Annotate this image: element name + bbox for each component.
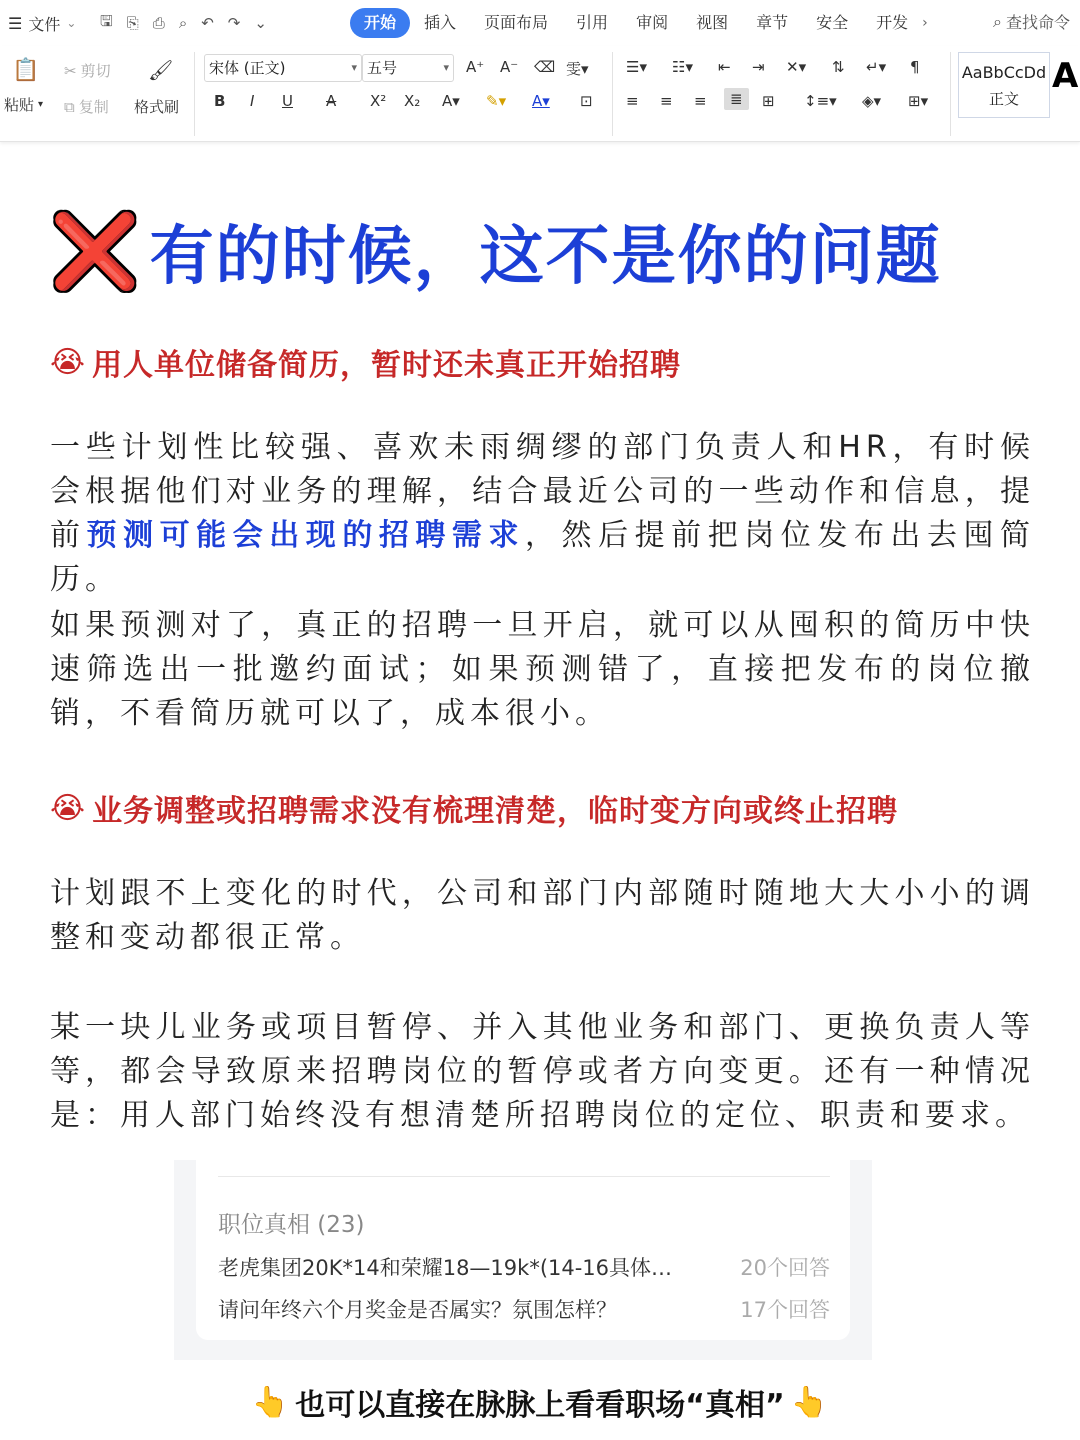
distributed-icon[interactable]: ⊞	[762, 92, 775, 110]
border-icon[interactable]: ⊞▾	[908, 92, 929, 110]
tab-insert[interactable]: 插入	[424, 13, 457, 32]
paragraph-4: 某一块儿业务或项目暂停、并入其他业务和部门、更换负责人等等，都会导致原来招聘岗位的暂停或者方向变更。还有一种情况是：用人部门始终没有想清楚所招聘岗位的定位、职责和要求。	[50, 1010, 1035, 1133]
title-text: 有的时候，这不是你的问题	[149, 220, 942, 294]
copy-icon: ⧉	[64, 97, 75, 116]
paste-icon[interactable]: 📋	[12, 58, 40, 83]
cut-label: 剪切	[80, 62, 111, 80]
divider	[950, 52, 951, 136]
paragraph-text: 一些计划性比较强、喜欢未雨绸缪的部门负责人和HR，有时候会根据他们对业务的理解，结合最近公司的一些动作和信息，提前	[50, 430, 1035, 553]
card-title[interactable]: 职位真相 (23)	[218, 1212, 365, 1238]
phonetic-icon[interactable]: 雯▾	[566, 60, 589, 78]
save-icon[interactable]: 🖫	[100, 11, 113, 30]
cut-button[interactable]	[64, 60, 111, 81]
more-icon[interactable]: ⌄	[254, 14, 267, 32]
cross-mark-icon: ❌	[50, 209, 140, 293]
answer-count: 20个回答	[740, 1256, 830, 1280]
question-text: 请问年终六个月奖金是否属实？氛围怎样？	[218, 1298, 617, 1322]
footer-caption	[0, 1380, 1080, 1424]
grow-font-icon[interactable]: A⁺	[466, 58, 485, 76]
copy-label: 复制	[78, 98, 109, 116]
highlight-icon[interactable]: ✎▾	[486, 92, 507, 110]
paragraph-text: ，然后提前把岗位发布出去囤简历。	[50, 518, 1036, 597]
chevron-down-icon: ⌄	[66, 16, 77, 30]
embedded-card	[174, 1160, 872, 1360]
divider	[612, 52, 613, 136]
paragraph-1	[50, 426, 1035, 602]
style-heading[interactable]: A	[1052, 56, 1079, 96]
tab-review[interactable]: 审阅	[636, 13, 669, 32]
chevron-down-icon: ▾	[443, 61, 449, 74]
paste-button[interactable]	[4, 94, 43, 115]
brush-icon[interactable]: 🖌	[148, 58, 174, 82]
pointing-up-icon: 👆	[251, 1384, 290, 1420]
font-size-select[interactable]	[362, 54, 454, 82]
numbered-list-icon[interactable]: ☷▾	[672, 58, 693, 76]
list-item[interactable]	[218, 1294, 830, 1324]
section-heading-1	[50, 340, 681, 384]
text-direction-icon[interactable]: ✕▾	[786, 58, 807, 76]
italic-button[interactable]: I	[250, 92, 255, 110]
search-icon: ⌕	[993, 11, 1002, 31]
crying-face-icon: 😭	[50, 790, 87, 826]
tab-home[interactable]: 开始	[350, 8, 410, 38]
print-icon[interactable]: ⎙	[152, 14, 165, 32]
tab-section[interactable]: 章节	[756, 13, 789, 32]
align-left-icon[interactable]: ≡	[626, 92, 639, 110]
command-search-label: 查找命令	[1005, 13, 1070, 32]
command-search[interactable]	[993, 10, 1070, 33]
paste-label: 粘贴	[4, 96, 35, 114]
job-truth-card	[196, 1160, 850, 1340]
tab-security[interactable]: 安全	[816, 13, 849, 32]
divider	[218, 1176, 830, 1177]
chevron-right-icon[interactable]: ›	[922, 15, 928, 31]
char-border-icon[interactable]: ⊡	[580, 92, 593, 110]
format-painter-button[interactable]: 格式刷	[134, 98, 180, 116]
answer-count: 17个回答	[740, 1298, 830, 1322]
redo-icon[interactable]: ↷	[227, 14, 241, 32]
shrink-font-icon[interactable]: A⁻	[500, 58, 519, 76]
style-normal[interactable]	[958, 52, 1050, 118]
font-name-select[interactable]	[204, 54, 362, 82]
paragraph-3: 计划跟不上变化的时代，公司和部门内部随时随地大大小小的调整和变动都很正常。	[50, 876, 1035, 955]
pointing-up-icon: 👆	[790, 1384, 829, 1420]
style-name: 正文	[988, 90, 1019, 108]
section-heading-2	[50, 786, 898, 830]
list-item[interactable]	[218, 1252, 830, 1282]
file-menu[interactable]	[0, 12, 100, 35]
sort-icon[interactable]: ⇅	[832, 58, 845, 76]
paragraph-2: 如果预测对了，真正的招聘一旦开启，就可以从囤积的简历中快速筛选出一批邀约面试；如果预测错了，直接把发布的岗位撤销，不看简历就可以了，成本很小。	[50, 608, 1035, 731]
align-right-icon[interactable]: ≡	[694, 92, 707, 110]
justify-icon[interactable]: ≣	[724, 88, 749, 110]
ribbon-toolbar	[0, 46, 1080, 142]
menu-bar	[0, 0, 1080, 46]
strikethrough-button[interactable]: A	[326, 92, 337, 110]
align-center-icon[interactable]: ≡	[660, 92, 673, 110]
print-preview-icon[interactable]: ⌕	[178, 14, 188, 32]
tab-view[interactable]: 视图	[696, 13, 729, 32]
font-color-icon[interactable]: A▾	[532, 92, 550, 110]
style-sample: AaBbCcDd	[961, 63, 1047, 82]
line-break-icon[interactable]: ↵▾	[866, 58, 887, 76]
quick-access	[100, 11, 350, 36]
font-size-value: 五号	[367, 59, 398, 77]
tab-references[interactable]: 引用	[576, 13, 609, 32]
highlight-text: 预测可能会出现的招聘需求	[86, 518, 526, 553]
page-title	[50, 205, 942, 297]
font-name-value: 宋体 (正文)	[209, 59, 286, 77]
scissors-icon: ✂	[64, 61, 77, 80]
underline-button[interactable]: U	[282, 92, 293, 110]
file-menu-label: 文件	[28, 14, 61, 34]
chevron-down-icon: ▾	[351, 61, 357, 74]
text-effect-icon[interactable]: A▾	[442, 92, 460, 110]
chevron-down-icon: ▾	[38, 99, 44, 110]
tab-page-layout[interactable]: 页面布局	[484, 13, 549, 32]
increase-indent-icon[interactable]: ⇥	[752, 58, 765, 76]
section-heading-text: 业务调整或招聘需求没有梳理清楚，临时变方向或终止招聘	[92, 794, 899, 829]
section-heading-text: 用人单位储备简历，暂时还未真正开始招聘	[92, 348, 682, 383]
line-spacing-icon[interactable]: ↕≡▾	[804, 92, 837, 110]
clear-format-icon[interactable]: ⌫	[534, 58, 556, 76]
decrease-indent-icon[interactable]: ⇤	[718, 58, 731, 76]
footer-text: 也可以直接在脉脉上看看职场“真相”	[295, 1388, 785, 1423]
divider	[194, 52, 195, 136]
copy-button[interactable]	[64, 96, 109, 117]
superscript-button[interactable]: X²	[370, 92, 387, 110]
crying-face-icon: 😭	[50, 344, 87, 380]
shading-icon[interactable]: ◈▾	[862, 92, 882, 110]
show-marks-icon[interactable]: ¶	[910, 58, 920, 76]
bold-button[interactable]: B	[214, 92, 226, 110]
bullet-list-icon[interactable]: ☰▾	[626, 58, 647, 76]
hamburger-icon: ☰	[8, 13, 23, 33]
undo-icon[interactable]: ↶	[201, 14, 214, 32]
tab-developer[interactable]: 开发	[876, 13, 909, 32]
save-as-icon[interactable]: ⎘	[126, 14, 139, 32]
question-text: 老虎集团20K*14和荣耀18—19k*(14-16具体…	[218, 1256, 673, 1280]
subscript-button[interactable]: X₂	[404, 92, 421, 110]
